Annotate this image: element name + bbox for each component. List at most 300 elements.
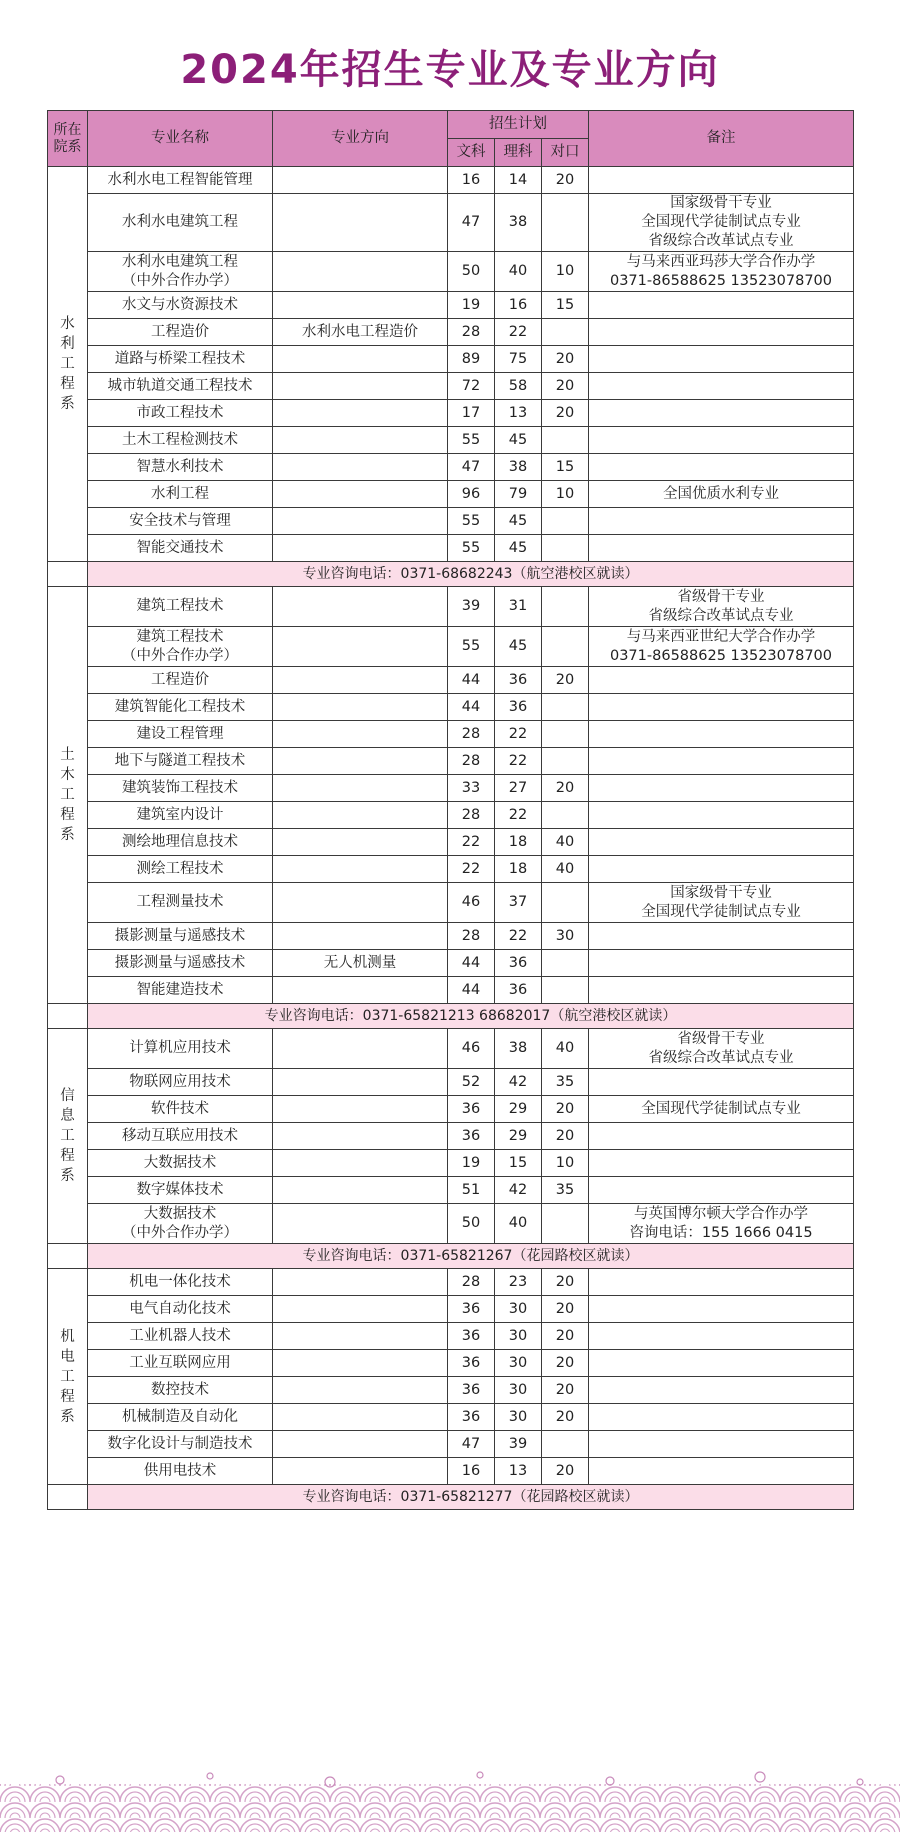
table-row	[48, 1096, 854, 1123]
table-row	[48, 1296, 854, 1323]
like-cell: 13	[495, 1458, 542, 1485]
like-cell: 31	[495, 587, 542, 627]
major-name: 智慧水利技术	[136, 458, 224, 475]
direction-cell	[273, 883, 448, 923]
table-row	[48, 481, 854, 508]
major-cell	[88, 373, 273, 400]
major-name: 数控技术	[151, 1381, 209, 1398]
duikou-cell: 30	[542, 923, 589, 950]
major-cell	[88, 1404, 273, 1431]
wenke-cell: 47	[448, 194, 495, 252]
major-name: 建筑工程技术	[136, 628, 224, 645]
wenke-cell: 22	[448, 829, 495, 856]
like-cell: 30	[495, 1377, 542, 1404]
duikou-cell	[542, 587, 589, 627]
major-cell	[88, 508, 273, 535]
table-row	[48, 1323, 854, 1350]
note-cell	[589, 292, 854, 319]
direction-cell	[273, 1150, 448, 1177]
major-name: 测绘工程技术	[136, 860, 224, 877]
note-cell	[589, 194, 854, 252]
wenke-cell: 44	[448, 667, 495, 694]
direction-cell	[273, 721, 448, 748]
direction-cell	[273, 748, 448, 775]
direction-cell	[273, 427, 448, 454]
table-row	[48, 427, 854, 454]
direction-cell	[273, 194, 448, 252]
major-cell	[88, 346, 273, 373]
note-cell	[589, 167, 854, 194]
table-row	[48, 923, 854, 950]
header-note: 备注	[589, 111, 854, 167]
direction-cell	[273, 1458, 448, 1485]
major-name: 数字媒体技术	[136, 1181, 224, 1198]
table-row	[48, 535, 854, 562]
duikou-cell: 20	[542, 1323, 589, 1350]
wenke-cell: 36	[448, 1350, 495, 1377]
major-cell	[88, 775, 273, 802]
duikou-cell: 10	[542, 481, 589, 508]
major-name: 道路与桥梁工程技术	[114, 350, 246, 367]
note-line: 全国优质水利专业	[663, 485, 779, 502]
major-name: 水文与水资源技术	[122, 296, 238, 313]
duikou-cell: 10	[542, 252, 589, 292]
table-row	[48, 1377, 854, 1404]
duikou-cell: 20	[542, 1123, 589, 1150]
direction-cell	[273, 694, 448, 721]
major-name: 测绘地理信息技术	[122, 833, 238, 850]
table-row	[48, 1269, 854, 1296]
consult-phone: 专业咨询电话：0371-65821267（花园路校区就读）	[88, 1244, 854, 1269]
page-title: 2024年招生专业及专业方向	[180, 47, 720, 93]
major-cell	[88, 1150, 273, 1177]
major-name: 水利工程	[151, 485, 209, 502]
major-name: 智能建造技术	[136, 981, 224, 998]
major-name: 智能交通技术	[136, 539, 224, 556]
note-cell	[589, 400, 854, 427]
like-cell: 22	[495, 721, 542, 748]
wenke-cell: 50	[448, 1204, 495, 1244]
major-name: 机电一体化技术	[129, 1273, 231, 1290]
major-cell	[88, 1458, 273, 1485]
table-row	[48, 1123, 854, 1150]
consult-row	[48, 1004, 854, 1029]
major-name: 地下与隧道工程技术	[114, 752, 246, 769]
major-name: 建筑智能化工程技术	[114, 698, 246, 715]
table-row	[48, 400, 854, 427]
like-cell: 15	[495, 1150, 542, 1177]
major-name: 建设工程管理	[136, 725, 224, 742]
note-line: 与英国博尔顿大学合作办学	[634, 1205, 808, 1222]
duikou-cell	[542, 883, 589, 923]
like-cell: 18	[495, 856, 542, 883]
table-row	[48, 454, 854, 481]
duikou-cell: 20	[542, 1296, 589, 1323]
note-cell	[589, 1096, 854, 1123]
direction-cell	[273, 667, 448, 694]
consult-row	[48, 562, 854, 587]
wenke-cell: 47	[448, 1431, 495, 1458]
direction-cell	[273, 627, 448, 667]
direction-cell	[273, 1069, 448, 1096]
like-cell: 18	[495, 829, 542, 856]
wenke-cell: 36	[448, 1096, 495, 1123]
major-cell	[88, 292, 273, 319]
header-dept: 所在院系	[48, 111, 88, 167]
note-cell	[589, 535, 854, 562]
note-cell	[589, 1350, 854, 1377]
wenke-cell: 96	[448, 481, 495, 508]
note-line: 省级骨干专业	[677, 588, 765, 605]
duikou-cell: 20	[542, 167, 589, 194]
wenke-cell: 36	[448, 1404, 495, 1431]
enrollment-table	[47, 110, 854, 1510]
duikou-cell	[542, 427, 589, 454]
wenke-cell: 19	[448, 1150, 495, 1177]
note-line: 省级综合改革试点专业	[648, 233, 794, 249]
direction-cell	[273, 587, 448, 627]
table-row	[48, 694, 854, 721]
duikou-cell: 20	[542, 775, 589, 802]
note-line: 省级综合改革试点专业	[648, 607, 794, 624]
direction-cell: 水利水电工程造价	[273, 319, 448, 346]
wenke-cell: 36	[448, 1323, 495, 1350]
wenke-cell: 28	[448, 1269, 495, 1296]
major-cell	[88, 1296, 273, 1323]
like-cell: 38	[495, 194, 542, 252]
like-cell: 36	[495, 694, 542, 721]
table-row	[48, 292, 854, 319]
table-row	[48, 346, 854, 373]
major-name: 水利水电工程智能管理	[107, 171, 253, 188]
like-cell: 40	[495, 252, 542, 292]
duikou-cell	[542, 508, 589, 535]
major-cell	[88, 1204, 273, 1244]
note-cell	[589, 252, 854, 292]
wenke-cell: 17	[448, 400, 495, 427]
duikou-cell: 20	[542, 346, 589, 373]
duikou-cell	[542, 319, 589, 346]
note-cell	[589, 694, 854, 721]
duikou-cell	[542, 627, 589, 667]
major-cell	[88, 1350, 273, 1377]
direction-cell	[273, 1029, 448, 1069]
table-row	[48, 1404, 854, 1431]
direction-cell	[273, 373, 448, 400]
major-name: 建筑工程技术	[136, 598, 224, 614]
like-cell: 30	[495, 1404, 542, 1431]
major-cell	[88, 167, 273, 194]
consult-dept-cell	[48, 1004, 88, 1029]
duikou-cell: 35	[542, 1069, 589, 1096]
major-cell	[88, 627, 273, 667]
consult-phone: 专业咨询电话：0371-65821277（花园路校区就读）	[88, 1485, 854, 1510]
direction-cell	[273, 1431, 448, 1458]
major-cell	[88, 923, 273, 950]
like-cell: 30	[495, 1323, 542, 1350]
major-name: 物联网应用技术	[129, 1073, 231, 1090]
note-cell	[589, 883, 854, 923]
duikou-cell	[542, 721, 589, 748]
table-body	[48, 167, 854, 1510]
duikou-cell: 20	[542, 1458, 589, 1485]
table-row	[48, 802, 854, 829]
major-cell	[88, 1177, 273, 1204]
dept-name: 水利工程系	[60, 316, 75, 412]
like-cell: 58	[495, 373, 542, 400]
consult-phone: 专业咨询电话：0371-68682243（航空港校区就读）	[88, 562, 854, 587]
wenke-cell: 44	[448, 950, 495, 977]
wenke-cell: 89	[448, 346, 495, 373]
note-line: 全国现代学徒制试点专业	[641, 903, 801, 920]
note-cell	[589, 775, 854, 802]
duikou-cell	[542, 694, 589, 721]
direction-cell	[273, 252, 448, 292]
wenke-cell: 55	[448, 627, 495, 667]
dept-name: 机电工程系	[60, 1328, 75, 1425]
note-cell	[589, 1069, 854, 1096]
like-cell: 14	[495, 167, 542, 194]
duikou-cell	[542, 802, 589, 829]
note-cell	[589, 481, 854, 508]
major-name: 工程造价	[151, 671, 209, 688]
table-row	[48, 167, 854, 194]
like-cell: 23	[495, 1269, 542, 1296]
wenke-cell: 28	[448, 923, 495, 950]
consult-dept-cell	[48, 1485, 88, 1510]
note-cell	[589, 1204, 854, 1244]
table-header	[48, 111, 854, 167]
major-name: 电气自动化技术	[129, 1300, 231, 1317]
major-name: 市政工程技术	[136, 404, 224, 421]
note-cell	[589, 508, 854, 535]
wenke-cell: 36	[448, 1377, 495, 1404]
like-cell: 29	[495, 1123, 542, 1150]
like-cell: 22	[495, 319, 542, 346]
duikou-cell: 40	[542, 856, 589, 883]
table-row	[48, 1458, 854, 1485]
note-line: 国家级骨干专业	[670, 195, 772, 211]
note-cell	[589, 829, 854, 856]
consult-dept-cell	[48, 562, 88, 587]
wenke-cell: 36	[448, 1123, 495, 1150]
major-name: 建筑装饰工程技术	[122, 779, 238, 796]
note-line: 咨询电话：155 1666 0415	[629, 1224, 813, 1241]
wenke-cell: 52	[448, 1069, 495, 1096]
table-row	[48, 587, 854, 627]
major-cell	[88, 400, 273, 427]
note-cell	[589, 1150, 854, 1177]
wenke-cell: 28	[448, 721, 495, 748]
major-cell	[88, 1069, 273, 1096]
table-row	[48, 252, 854, 292]
wenke-cell: 16	[448, 167, 495, 194]
note-cell	[589, 1377, 854, 1404]
note-line: 省级综合改革试点专业	[648, 1049, 794, 1066]
consult-row	[48, 1485, 854, 1510]
wave-pattern-decoration	[0, 1770, 900, 1832]
major-name: 工程造价	[151, 323, 209, 340]
duikou-cell: 20	[542, 1404, 589, 1431]
note-cell	[589, 856, 854, 883]
dept-name-cell	[48, 167, 88, 562]
note-cell	[589, 1323, 854, 1350]
note-cell	[589, 802, 854, 829]
direction-cell	[273, 1350, 448, 1377]
wenke-cell: 33	[448, 775, 495, 802]
major-cell	[88, 252, 273, 292]
note-cell	[589, 454, 854, 481]
note-cell	[589, 977, 854, 1004]
major-name: 水利水电建筑工程	[122, 253, 238, 270]
dept-name-cell	[48, 1269, 88, 1485]
consult-dept-cell	[48, 1244, 88, 1269]
table-row	[48, 829, 854, 856]
major-name: 工业机器人技术	[129, 1327, 231, 1344]
direction-cell	[273, 856, 448, 883]
major-cell	[88, 1029, 273, 1069]
note-cell	[589, 587, 854, 627]
major-name: 摄影测量与遥感技术	[114, 927, 246, 944]
wenke-cell: 28	[448, 748, 495, 775]
direction-cell	[273, 167, 448, 194]
major-name: 建筑室内设计	[136, 806, 224, 823]
major-name: 供用电技术	[143, 1462, 217, 1479]
major-name: 土木工程检测技术	[122, 431, 238, 448]
header-like: 理科	[495, 139, 542, 167]
major-cell	[88, 829, 273, 856]
note-cell	[589, 1123, 854, 1150]
direction-cell	[273, 1096, 448, 1123]
direction-cell	[273, 1323, 448, 1350]
wenke-cell: 44	[448, 977, 495, 1004]
major-name: （中外合作办学）	[122, 647, 238, 664]
wenke-cell: 55	[448, 508, 495, 535]
direction-cell	[273, 1269, 448, 1296]
major-cell	[88, 1431, 273, 1458]
direction-cell	[273, 923, 448, 950]
duikou-cell: 40	[542, 1029, 589, 1069]
like-cell: 36	[495, 950, 542, 977]
direction-cell	[273, 454, 448, 481]
note-cell	[589, 1269, 854, 1296]
major-cell	[88, 1096, 273, 1123]
major-cell	[88, 748, 273, 775]
wenke-cell: 39	[448, 587, 495, 627]
note-cell	[589, 1029, 854, 1069]
duikou-cell: 40	[542, 829, 589, 856]
direction-cell	[273, 1404, 448, 1431]
direction-cell	[273, 802, 448, 829]
table-row	[48, 856, 854, 883]
wenke-cell: 22	[448, 856, 495, 883]
table-row	[48, 775, 854, 802]
major-cell	[88, 194, 273, 252]
header-plan: 招生计划	[448, 111, 589, 139]
major-cell	[88, 1323, 273, 1350]
major-cell	[88, 535, 273, 562]
duikou-cell: 20	[542, 1269, 589, 1296]
note-cell	[589, 1431, 854, 1458]
table-row	[48, 1150, 854, 1177]
note-cell	[589, 427, 854, 454]
note-cell	[589, 346, 854, 373]
duikou-cell: 15	[542, 292, 589, 319]
major-name: 软件技术	[151, 1100, 209, 1117]
major-name: 工业互联网应用	[129, 1354, 231, 1371]
major-cell	[88, 454, 273, 481]
like-cell: 29	[495, 1096, 542, 1123]
wenke-cell: 16	[448, 1458, 495, 1485]
note-line: 全国现代学徒制试点专业	[641, 214, 801, 230]
major-cell	[88, 694, 273, 721]
table-row	[48, 748, 854, 775]
table-row	[48, 883, 854, 923]
wenke-cell: 46	[448, 1029, 495, 1069]
like-cell: 38	[495, 1029, 542, 1069]
major-name: 安全技术与管理	[129, 512, 231, 529]
wenke-cell: 55	[448, 427, 495, 454]
dept-name-cell	[48, 1029, 88, 1244]
major-name: 摄影测量与遥感技术	[114, 954, 246, 971]
consult-row	[48, 1244, 854, 1269]
major-cell	[88, 1269, 273, 1296]
wenke-cell: 55	[448, 535, 495, 562]
like-cell: 22	[495, 923, 542, 950]
header-wenke: 文科	[448, 139, 495, 167]
like-cell: 45	[495, 535, 542, 562]
table-row	[48, 1431, 854, 1458]
table-row	[48, 627, 854, 667]
direction-cell	[273, 1177, 448, 1204]
direction-cell	[273, 535, 448, 562]
like-cell: 27	[495, 775, 542, 802]
table-row	[48, 194, 854, 252]
note-cell	[589, 627, 854, 667]
like-cell: 79	[495, 481, 542, 508]
dept-name: 信息工程系	[60, 1088, 75, 1184]
note-cell	[589, 667, 854, 694]
like-cell: 37	[495, 883, 542, 923]
note-cell	[589, 748, 854, 775]
major-cell	[88, 721, 273, 748]
duikou-cell	[542, 1431, 589, 1458]
major-cell	[88, 319, 273, 346]
direction-cell	[273, 481, 448, 508]
note-line: 0371-86588625 13523078700	[609, 272, 833, 289]
direction-cell	[273, 346, 448, 373]
major-name: 工程测量技术	[136, 894, 224, 910]
note-line: 国家级骨干专业	[670, 884, 772, 901]
wenke-cell: 51	[448, 1177, 495, 1204]
major-cell	[88, 883, 273, 923]
duikou-cell: 20	[542, 400, 589, 427]
like-cell: 42	[495, 1069, 542, 1096]
table-row	[48, 1177, 854, 1204]
table-row	[48, 508, 854, 535]
table-row	[48, 977, 854, 1004]
note-cell	[589, 1458, 854, 1485]
duikou-cell	[542, 950, 589, 977]
table-row	[48, 319, 854, 346]
duikou-cell	[542, 1204, 589, 1244]
duikou-cell: 20	[542, 1350, 589, 1377]
direction-cell	[273, 508, 448, 535]
major-name: 水利水电建筑工程	[122, 214, 238, 230]
duikou-cell: 20	[542, 667, 589, 694]
direction-cell: 无人机测量	[273, 950, 448, 977]
like-cell: 16	[495, 292, 542, 319]
